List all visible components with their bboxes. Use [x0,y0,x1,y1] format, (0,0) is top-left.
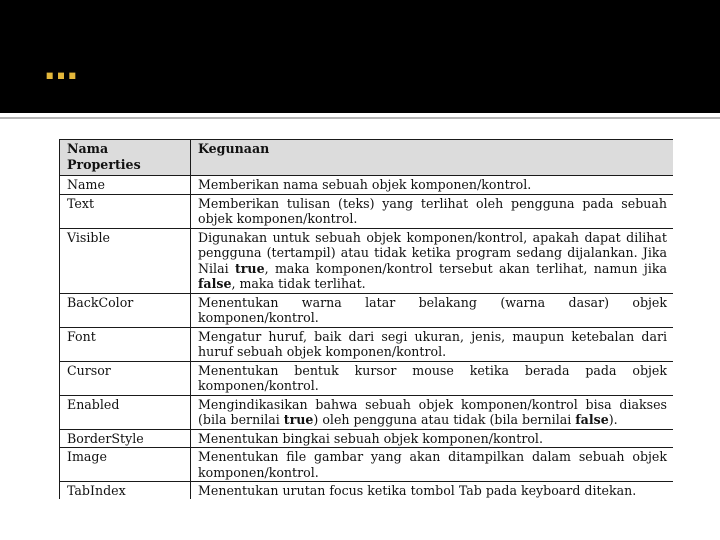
properties-table [59,139,673,499]
table-header-row [60,140,674,176]
column-header-usage: Kegunaan [191,140,674,176]
property-name: Cursor [60,361,191,395]
table-row [60,361,674,395]
property-name: TabIndex [60,482,191,500]
property-description: Menentukan warna latar belakang (warna dasar) objek komponen/kontrol. [191,293,674,327]
table-row [60,228,674,293]
table-row [60,429,674,448]
property-description: Digunakan untuk sebuah objek komponen/kontrol, apakah dapat dilihat pengguna (tertampil) atau tidak ketika program sedang dijalankan. Jika Nilai true, maka komponen/kontrol tersebut akan terlihat, namun jika false, maka tidak terlihat. [191,228,674,293]
property-name: Enabled [60,395,191,429]
table-row [60,482,674,500]
table-row [60,327,674,361]
properties-table-container [59,139,673,499]
slide-title: … [44,48,80,88]
property-description: Mengatur huruf, baik dari segi ukuran, jenis, maupun ketebalan dari huruf sebuah objek komponen/kontrol. [191,327,674,361]
property-name: Font [60,327,191,361]
table-row [60,395,674,429]
property-name: BackColor [60,293,191,327]
property-description: Menentukan bingkai sebuah objek komponen/kontrol. [191,429,674,448]
table-row [60,293,674,327]
property-name: Text [60,194,191,228]
table-row [60,448,674,482]
property-description: Memberikan tulisan (teks) yang terlihat oleh pengguna pada sebuah objek komponen/kontrol. [191,194,674,228]
property-description: Menentukan urutan focus ketika tombol Tab pada keyboard ditekan. [191,482,674,500]
property-name: Visible [60,228,191,293]
property-description: Memberikan nama sebuah objek komponen/kontrol. [191,176,674,195]
column-header-name: Nama Properties [60,140,191,176]
property-name: BorderStyle [60,429,191,448]
table-row [60,194,674,228]
table-row [60,176,674,195]
property-name: Image [60,448,191,482]
slide-header [0,0,720,113]
property-name: Name [60,176,191,195]
property-description: Menentukan file gambar yang akan ditampilkan dalam sebuah objek komponen/kontrol. [191,448,674,482]
property-description: Menentukan bentuk kursor mouse ketika berada pada objek komponen/kontrol. [191,361,674,395]
property-description: Mengindikasikan bahwa sebuah objek komponen/kontrol bisa diakses (bila bernilai true) oleh pengguna atau tidak (bila bernilai false). [191,395,674,429]
header-divider [0,117,720,119]
